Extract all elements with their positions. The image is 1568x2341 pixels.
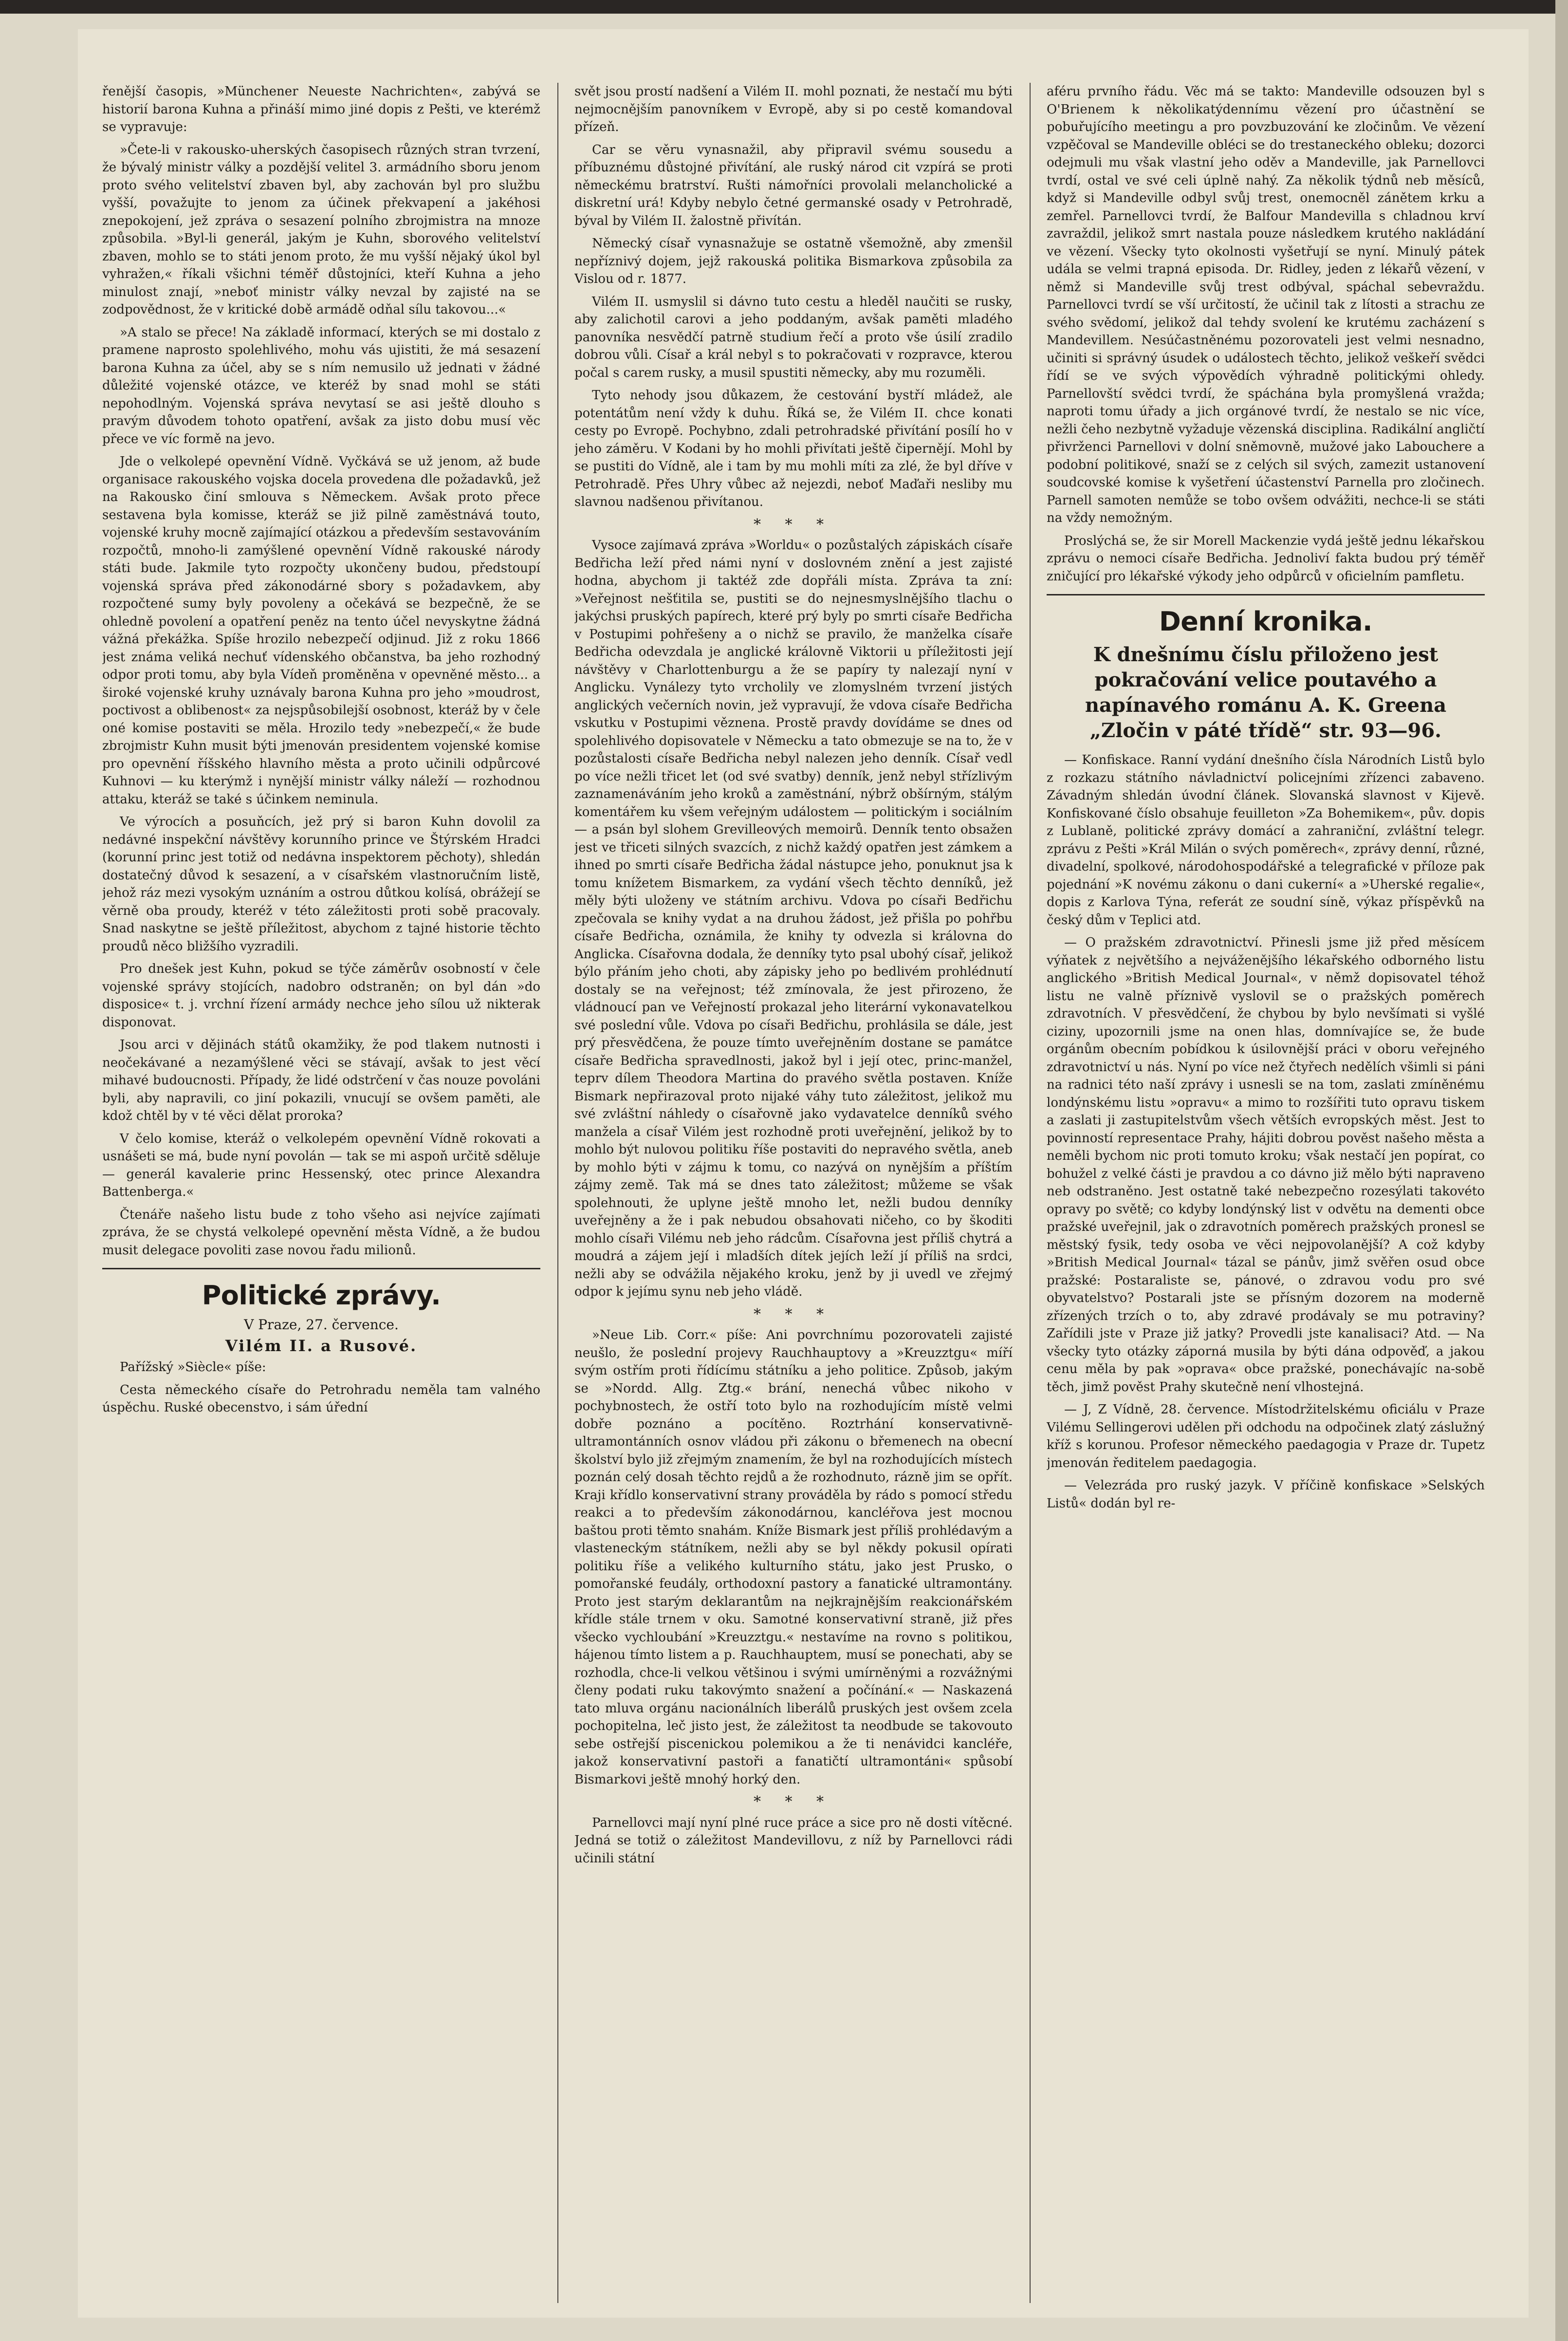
paragraph: — Konfiskace. Ranní vydání dnešního čísla Národních Listů bylo z rozkazu státního návladnictví policejními zřízenci zabaveno. Závadným shledán úvodní článek. Slovanská slavnost v Kijevě. Konfiskované číslo obsahuje feuilleton »Za Bohemikem«, pův. dopis z Lublaně, politické zprávy domácí a zahraniční, zvláštní telegr. zprávu z Pešti »Král Milán o svých poměrech«, zprávy denní, různé, divadelní, spolkové, národohospodářské a telegrafické v příloze pak pojednání »K novému zákonu o dani cukerní« a »Uherské regalie«, dopis z Karlova Týna, referát ze soudní síně, výkaz příspěvků na český dům v Teplici atd. bbox=[1047, 753, 1485, 928]
paragraph: Vilém II. usmyslil si dávno tuto cestu a hleděl naučiti se rusky, aby zalichotil carovi a jeho poddaným, avšak paměti mladého panovníka nesvědčí patrně studium řečí a proto vše úsilí zradilo dobrou vůli. Císař a král nebyl s to pokračovati v rozpravce, kterou počal s carem rusky, a musil spustiti německy, aby mu rozuměli. bbox=[574, 294, 1013, 380]
column-3 bbox=[1047, 83, 1485, 2303]
asterism-separator: * * * bbox=[753, 1305, 834, 1323]
paragraph: Německý císař vynasnažuje se ostatně všemožně, aby zmenšil nepříznivý dojem, jejž rakouská politika Bismarkova způsobila za Vislou od r. 1877. bbox=[574, 236, 1013, 286]
paragraph: »Čete-li v rakousko-uherských časopisech různých stran tvrzení, že bývalý ministr války a pozdější velitel 3. armádního sboru jenom proto svého velitelství zbaven byl, aby zachován byl pro službu vyšší, považujte to jenom za účinek překvapení a jakéhosi znepokojení, jež zpráva o sesazení polního zbrojmistra na mnoze způsobila. »Byl-li generál, jakým je Kuhn, sborového velitelství zbaven, mohlo se to státi jenom proto, že mu vyšší nějaký úkol byl vyhražen,« říkali všichni téměř důstojníci, kteří Kuhna a jeho minulost znají, »neboť ministr války nevzal by zajisté na se zodpovědnost, že v kritické době armádě odňal sílu takovou...« bbox=[102, 142, 540, 317]
section-divider bbox=[1047, 594, 1485, 595]
paragraph: Pro dnešek jest Kuhn, pokud se týče záměrův osobností v čele vojenské správy stojících, nadobro odstraněn; on byl dán »do disposice« t. j. vrchní řízení armády nechce jeho sílou už nikterak disponovat. bbox=[102, 962, 540, 1030]
section-title: Denní kronika. bbox=[1159, 606, 1373, 637]
paragraph: Jsou arci v dějinách států okamžiky, že pod tlakem nutnosti i neočekávané a nezamýšlené věci se stávají, avšak to jest věcí mihavé budoucnosti. Případy, že lidé odstrčení v čas nouze povoláni byli, aby napravili, co jiní pokazili, vnucují se ovšem paměti, ale kdož chtěl by v té věci dělat proroka? bbox=[102, 1038, 540, 1123]
section-title: Politické zprávy. bbox=[202, 1280, 441, 1311]
column-rule bbox=[1030, 83, 1031, 2303]
paragraph: aféru prvního řádu. Věc má se takto: Mandeville odsouzen byl s O'Brienem k několikatýdennímu vězení pro účastnění se pobuřujícího meetingu a pro povzbuzování ke zločinům. Ve vězení vzpěčoval se Mandeville obléci se do trestaneckého obleku; dozorci odejmuli mu však vlastní jeho oděv a Mandeville, jak Parnellovci tvrdí, ostal ve své celi úplně nahý. Za několik týdnů neb měsíců, když si Mandeville odbyl svůj trest, onemocněl zánětem krku a zemřel. Parnellovci tvrdí, že Balfour Mandevilla s chladnou krví zavraždil, jelikož smrt nastala pouze následkem krutého nakládání ve vězení. Všecky tyto okolnosti vyšetřují se nyní. Minulý pátek udála se velmi trapná episoda. Dr. Ridley, jeden z lékařů vězení, v němž si Mandeville svůj trest odbýval, spáchal sebevraždu. Parnellovci tvrdí se vší určitostí, že učinil tak z lítosti a strachu ze svého svědomí, jelikož dal tehdy svolení ke krutému zacházení s Mandevillem. Nesúčastněnému pozorovateli jest velmi nesnadno, učiniti si správný úsudek o událostech těchto, jelikož veškeří svědci řídí se ve svých výpovědích výhradně politickými ohledy. Parnellovští svědci tvrdí, že spáchána byla promyšlená vražda; naproti tomu úřady a jich orgánové tvrdí, že nestalo se nic více, nežli čeho nezbytně vyžaduje vězenská disciplina. Radikální angličtí přivrženci Parnellovi v dolní sněmovně, mužové jako Labouchere a podobní politikové, snaží se z celých sil svých, zamezit ustanovení soudcovské komise k vyšetření účastenství Parnella pro zločinech. Parnell samoten nemůže se tobo ovšem odvážiti, nechce-li se státi na vždy nemožným. bbox=[1047, 84, 1485, 525]
paragraph: Car se věru vynasnažil, aby připravil svému sousedu a příbuznému důstojné přivítání, ale ruský národ cit vzpírá se proti německému bratrství. Rušti námořníci provolali melancholické a diskretní urá! Kdyby nebylo četné germanské osady v Petrohradě, býval by Vilém II. žalostně přivítán. bbox=[574, 142, 1013, 228]
column-2 bbox=[574, 83, 1013, 2303]
scan-side-edge bbox=[1555, 0, 1568, 2341]
paragraph: Pařížský »Siècle« píše: bbox=[120, 1360, 266, 1375]
paragraph: — Velezráda pro ruský jazyk. V příčině konfiskace »Selských Listů« dodán byl re- bbox=[1047, 1478, 1485, 1511]
paragraph: svět jsou prostí nadšení a Vilém II. mohl poznati, že nestačí mu býti nejmocnějším panovníkem v Evropě, aby si po cestě komandoval přízeň. bbox=[574, 84, 1013, 134]
column-1 bbox=[102, 83, 540, 2303]
paragraph: řenější časopis, »Münchener Neueste Nachrichten«, zabývá se historií barona Kuhna a přináší mimo jiné dopis z Pešti, ve kterémž se vypravuje: bbox=[102, 84, 540, 134]
paragraph: — J, Z Vídně, 28. července. Místodržitelskému oficiálu v Praze Vilému Sellingerovi udělen při odchodu na odpočinek zlatý záslužný kříž s korunou. Profesor německého paedagogia v Praze dr. Tupetz jmenován ředitelem paedagogia. bbox=[1047, 1402, 1485, 1470]
supplement-announcement: K dnešnímu číslu přiloženo jest pokračování velice poutavého a napínavého románu A. K. Greena „Zločin v páté třídě“ str. 93—96. bbox=[1085, 643, 1447, 742]
paragraph: Parnellovci mají nyní plné ruce práce a sice pro ně dosti vítěcné. Jedná se totiž o záležitost Mandevillovu, z níž by Parnellovci rádi učinili státní bbox=[574, 1815, 1013, 1866]
asterism-separator: * * * bbox=[753, 1793, 834, 1810]
column-rule bbox=[557, 83, 558, 2303]
paragraph: V čelo komise, kteráž o velkolepém opevnění Vídně rokovati a usnášeti se má, bude nyní povolán — tak se mi aspoň určitě sděluje — generál kavalerie princ Hessenský, otec prince Alexandra Battenberga.« bbox=[102, 1131, 540, 1199]
paragraph: Jde o velkolepé opevnění Vídně. Vyčkává se už jenom, až bude organisace rakouského vojska docela provedena dle požadavků, jež na Rakousko činí smlouva s Německem. Avšak proto přece sestavena byla komisse, kteráž se již pilně zaměstnává touto, vojenské kruhy mocně zajímající otázkou a především sestavováním rozpočtů, mnoho-li zamýšlené opevnění Vídně rakouské národy státi bude. Jakmile tyto rozpočty ukončeny budou, předstoupí vojenská správa před zákonodárné sbory s požadavkem, aby rozpočtené sumy byly povoleny a očekává se bezpečně, že se ohledně povolení a opatření peněz na tento účel nevyskytne žádná vážná překážka. Spíše hrozilo nebezpečí odjinud. Již z roku 1866 jest známa veliká nechuť vídenského občanstva, ba jeho rozhodný odpor proti tomu, aby byla Vídeň proměněna v opevněné město... a široké vojenské kruhy uznávaly barona Kuhna pro jeho »moudrost, poctivost a oblibenost« za nejspůsobilejší osobnost, kteráž by v čele oné komise postaviti se měla. Hrozilo tedy »nebezpečí,« že bude zbrojmistr Kuhn musit býti jmenován presidentem vojenské komise pro opevnění říšského hlavního města a proto učinili odpůrcové Kuhnovi — ku kterýmž i nynější ministr války náleží — rozhodnou attaku, kteráž se také s účinkem neminula. bbox=[102, 454, 540, 807]
paragraph: Vysoce zajímavá zpráva »Worldu« o pozůstalých zápiskách císaře Bedřicha leží před námi nyní v doslovném znění a jest zajisté hodna, abychom ji taktéž zde dopřáli místa. Zpráva ta zní: »Veřejnost nešťitila se, pustiti se do nejnesmyslnějšího tlachu o jakýchsi pruských papírech, které prý byly po smrti císaře Bedřicha v Postupimi pohřešeny a o nichž se pravilo, že manželka císaře Bedřicha odevzdala je anglické královně Viktorii u příležitosti její návštěvy v Charlottenburgu a že se papíry ty nalezají nyní v Anglicku. Vynálezy tyto vrcholily ve zlomyslném tvrzení jistých anglických večerních novin, jež vypravují, že vdova císaře Bedřicha vskutku v Postupimi věznena. Prostě pravdy dovídáme se dnes od spolehlivého dopisovatele v Německu a tato obmezuje se na to, že v pozůstalosti císaře Bedřicha nebyl nalezen jeho denník. Císař vedl po více nežli třicet let (od své svatby) denník, jenž nebyl střízlivým zaznamenáváním jeho kroků a zaměstnání, nýbrž obšírným, stálým komentářem ku všem veřejným událostem — politickým i sociálním — a psán byl slohem Grevilleových memoirů. Denník tento obsažen jest ve třiceti silných svazcích, z nichž každý opatřen jest zámkem a ihned po smrti císaře Bedřicha žádal nástupce jeho, ponuknut jsa k tomu knížetem Bismarkem, za vydání všech těchto denníků, jež měly býti uloženy ve státním archivu. Vdova po císaři Bedřichu zpečovala se knihy vydat a na druhou žádost, jež přišla po pohřbu císaře Bedřicha, oznámila, že knihy ty odvezla si královna do Anglicka. Císařovna dodala, že denníky tyto psal ubohý císař, jelikož býlo přáním jeho choti, aby zápisky jeho po bedlivém prohlédnutí dostaly se na veřejnost; též zmínovala, že jest přirozeno, že vládnoucí pan ve Veřejností prokazal jeho literární vykonavatelkou své poslední vůle. Vdova po císaři Bedřichu, prohlásila se dále, jest prý přesvědčena, že pouze tímto uveřejněním dostane se památce císaře Bedřicha spravedlnosti, jakož byl i její otec, princ-manžel, teprv dílem Theodora Martina do pravého světla postaven. Kníže Bismark nepřirazoval proto nijaké váhy tuto záležitost, jelikož mu své zvláštní náhledy o císařovně jako vydavatelce denníků svého manžela a císař Vilém jest rozhodně proti uveřejnění, jelikož by to mohlo být nulovou politiku říše postaviti do nepravého světla, aneb by mohlo býti v zájmu k tomu, co nazývá on nynějším a příštím zájmy země. Tak má se dnes tato záležitost; můžeme se však spolehnouti, že uplyne ještě mnoho let, nežli budou denníky uveřejněny a že i pak nebudou obsahovati ničeho, co by škoditi mohlo císaři Vilému neb jeho rádcům. Císařovna jest příliš chytrá a moudrá a zájem její i mladších dítek jejích leží jí příliš na srdci, nežli aby se odvážila nějakého kroku, jenž by ji uvedl ve zřejmý odpor k jejímu synu neb jeho vládě. bbox=[574, 538, 1013, 1299]
paragraph: Proslýchá se, že sir Morell Mackenzie vydá ještě jednu lékařskou zprávu o nemoci císaře Bedřicha. Jednoliví fakta budou prý téměř zničující pro lékařské výkody jeho odpůrců v oficielním pamfletu. bbox=[1047, 533, 1485, 584]
dateline: V Praze, 27. července. bbox=[244, 1317, 399, 1333]
paragraph: Tyto nehody jsou důkazem, že cestování bystří mládež, ale potentátům není vždy k duhu. Říká se, že Vilém II. chce konati cesty po Evropě. Pochybno, zdali petrohradské přivítání posílí ho v jeho záměru. V Kodani by ho mohli přivítati ještě čipernějí. Mohl by se pustiti do Vídně, ale i tam by mu mohli míti za zlé, že byl dříve v Petrohradě. Přes Uhry vůbec až nejezdi, neboť Maďaři nesliby mu slavnou nadšenou přivítanou. bbox=[574, 388, 1013, 509]
paragraph: Cesta německého císaře do Petrohradu neměla tam valného úspěchu. Ruské obecenstvo, i sám úřední bbox=[102, 1382, 540, 1415]
paragraph: Čtenáře našeho listu bude z toho všeho asi nejvíce zajímati zpráva, že se chystá velkolepé opevnění města Vídně, a že budou musit delegace povoliti zase novou řadu milionů. bbox=[102, 1207, 540, 1258]
scan-top-edge bbox=[0, 0, 1568, 14]
newspaper-page bbox=[78, 29, 1529, 2318]
paragraph: — O pražském zdravotnictví. Přinesli jsme již před měsícem výňatek z největšího a nejváženějšího lékařského odborného listu anglického »British Medical Journal«, v němž dopisovatel téhož listu ne valně příznivě vyslovil se o pražských poměrech zdravotních. V přesvědčení, že chybou by bylo nevšímati si vyšlé ciziny, upozornili jsme na onen hlas, domnívajíce se, že bude orgánům obecním pobídkou k úsilovnější práci v oboru veřejného zdravotnictví u nás. Nyní po více než čtyřech nedělích všimli si páni na radnici této naší zprávy i usnesli se na tom, zaslati zmíněnému londýnskému listu »opravu« a mimo to rozšířiti tuto opravu tiskem a zaslati ji zastupitelstvům všech větších evropských měst. Jest to povinností representace Prahy, hájiti dobrou pověst našeho města a neměli bychom nic proti tomuto kroku; však nestačí jen popírat, co bohužel z velké části je pravdou a co dávno již mělo býti napraveno neb odstraněno. Jest ostatně také nebezpečno rozesýlati takovéto opravy po světě; co kdyby londýnský list v odvětu na dementi obce pražské uveřejnil, jak o zdravotních poměrech pražských pronesl se městský fysik, tedy osoba ve věci nejpovolanější? A což kdyby »British Medical Journal« tázal se pánův, jimž svěřen osud obce pražské: Postaraliste se, pánové, o zdravou vodu pro své obyvatelstvo? Postarali jste se přísným dozorem na moderně zřízených trzích o to, aby zdravé prodávaly se mu potraviny? Zařídili jste v Praze již jatky? Provedli jste kanalisaci? Atd. — Na všecky tyto otázky záporná musila by býti dána odpověď, a jakou cenu měla by pak »oprava« obce pražské, ponechávajíc na-sobě těch, jimž pověst Prahy skutečně není vlhostejná. bbox=[1047, 935, 1485, 1394]
paragraph: Ve výrocích a posuňcích, jež prý si baron Kuhn dovolil za nedávné inspekční návštěvy korunního prince ve Štýrském Hradci (korunní princ jest totiž od nedávna inspektorem pěchoty), shledán dostatečný důvod k sesazení, a v císařském vlastnoručním listě, jehož ráz mezi vysokým uznáním a ostrou důtkou kolísá, obrážejí se věrně oba proudy, kteréž v této záležitosti proti sobě pracovaly. Snad naskytne se ještě příležitost, abychom z tajné historie těchto proudů něco bližšího vyzradili. bbox=[102, 815, 540, 954]
section-divider bbox=[102, 1268, 540, 1269]
paragraph: »A stalo se přece! Na základě informací, kterých se mi dostalo z pramene naprosto spolehlivého, mohu vás ujistiti, že má sesazení barona Kuhna za účel, aby se s ním nemusilo už jednati v žádné důležité vojenské otázce, ve kteréž by snad mohl se státi nepohodlným. Vojenská správa nevytasí se asi ještě dlouho s pravým důvodem tohoto opatření, avšak za jisto dobu musí věc přece ve víc formě na jevo. bbox=[102, 325, 540, 446]
subhead: Vilém II. a Rusové. bbox=[225, 1336, 418, 1355]
asterism-separator: * * * bbox=[753, 516, 834, 533]
paragraph: »Neue Lib. Corr.« píše: Ani povrchnímu pozorovateli zajisté neušlo, že poslední projevy Rauchhauptovy a »Kreuzztgu« míří svým ostřím proti řídícímu státníku a jeho politice. Způsob, jakým se »Nordd. Allg. Ztg.« brání, nenechá vůbec nikoho v pochybnostech, že ostří toto bylo na rozhodujícím místě velmi dobře poznáno a pocítěno. Roztrhání konservativně-ultramontánních osnov vládou při zákonu o břemenech na obecní školství bylo již zřejmým znamením, že byl na rozhodujících místech poznán celý dosah těchto rejdů a že rozhodnuto, rázně jim se opřít. Kraji křídlo konservativní strany prováděla by rádo s pomocí středu reakci a to především zákonodárnou, kancléřova jest mocnou baštou proti těmto snahám. Kníže Bismark jest příliš prohlédavým a vlasteneckým státníkem, nežli aby se byl někdy pokusil opírati politiku říše a velikého kulturního státu, jako jest Prusko, o pomořanské feudály, orthodoxní pastory a fanatické ultramontány. Proto jest starým deklarantům na nejkrajnějším reakcionářském křídle stále trnem v oku. Samotné konservativní straně, již přes všecko vychloubání »Kreuzztgu.« nestavíme na rovno s politikou, hájenou tímto listem a p. Rauchhauptem, musí se ponechati, aby se rozhodla, chce-li velkou většinou i svými umírněnými a rozvážnými členy podati ruku takovýmto snažení a počínání.« — Naskazená tato mluva orgánu nacionálních liberálů pruských jest ovšem zcela pochopitelna, leč jisto jest, že záležitost ta neodbude se takovouto sebe ostřejší piscenickou polemikou a že ti nenávidci kancléře, jakož konservativní pastoři a fanatičtí ultramontáni« spůsobí Bismarkovi ještě mnohý horký den. bbox=[574, 1328, 1013, 1787]
